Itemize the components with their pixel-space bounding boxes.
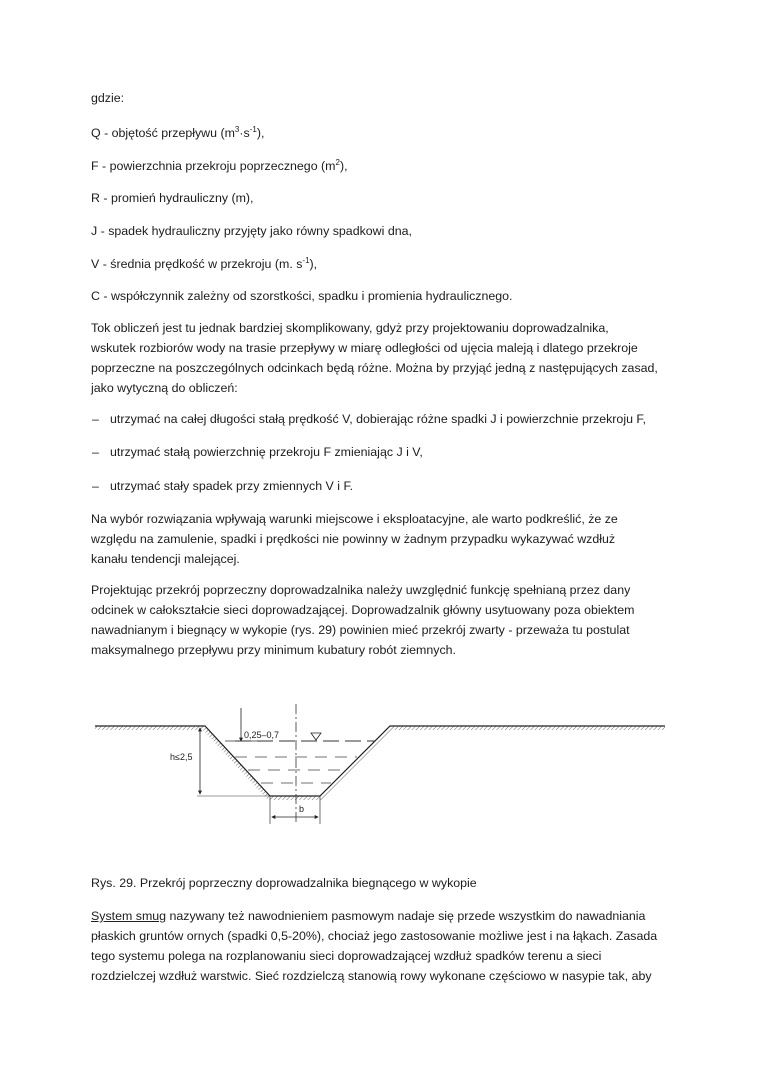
channel-cross-section-figure <box>85 700 675 830</box>
list-bullet: – <box>92 479 99 493</box>
definition-f-end: ), <box>339 159 348 173</box>
paragraph-line: wskutek rozbiorów wody na trasie przepływy w miarę odległości od ujęcia maleją i dlatego przekroje <box>91 341 638 355</box>
paragraph-line: odcinek w całokształcie sieci doprowadzającej. Doprowadzalnik główny usytuowany poza obiektem <box>91 603 635 617</box>
paragraph-design <box>91 580 634 660</box>
figure-caption: Rys. 29. Przekrój poprzeczny doprowadzalnika biegnącego w wykopie <box>91 876 477 890</box>
definition-f-sup-exponent: 2 <box>335 158 340 167</box>
paragraph-line: Tok obliczeń jest tu jednak bardziej skomplikowany, gdyż przy projektowaniu doprowadzalnika, <box>91 321 609 335</box>
definition-c: C - współczynnik zależny od szorstkości, spadku i promienia hydraulicznego. <box>91 289 513 303</box>
paragraph-line: poprzeczne na poszczególnych odcinkach będą różne. Można by przyjąć jedną z następujących zasad, <box>91 361 658 375</box>
definition-q <box>91 123 264 143</box>
paragraph-line: nawadnianym i biegnący w wykopie (rys. 29) powinien mieć przekrój zwarty - przeważa tu postulat <box>91 623 630 637</box>
list-item: utrzymać stałą powierzchnię przekroju F zmieniając J i V, <box>110 445 423 459</box>
term-system-smug: System smug <box>91 909 167 923</box>
paragraph-smug <box>91 906 657 986</box>
paragraph-line: rozdzielczej wzdłuż warstwic. Sieć rozdzielczą stanowią rowy wykonane częściowo w nasypie tak, aby <box>91 969 652 983</box>
paragraph-line: płaskich gruntów ornych (spadki 0,5-20%), chociaż jego zastosowanie możliwe jest i na łąkach. Zasada <box>91 929 658 943</box>
definition-q-middle: ·s <box>239 126 250 140</box>
freeboard-label: 0,25–0,7 <box>244 730 280 740</box>
paragraph-line: względu na zamulenie, spadki i prędkości nie powinny w żadnym przypadku wykazywać wzdłuż <box>91 532 616 546</box>
intro-text: gdzie: <box>91 91 125 105</box>
paragraph-line: maksymalnego przepływu przy minimum kubatury robót ziemnych. <box>91 643 456 657</box>
list-item: utrzymać na całej długości stałą prędkość V, dobierając różne spadki J i powierzchnie przekroju F, <box>110 412 647 426</box>
paragraph-line: kanału tendencji malejącej. <box>91 552 240 566</box>
paragraph-line: tego systemu polega na rozplanowaniu sieci doprowadzającej wzdłuż spadków terenu a sieci <box>91 949 602 963</box>
paragraph-line: jako wytyczną do obliczeń: <box>91 381 238 395</box>
definition-q-sup-exponent: 3 <box>234 125 240 134</box>
water-level-symbol <box>311 733 321 740</box>
definition-f <box>91 156 348 176</box>
paragraph-line: Na wybór rozwiązania wpływają warunki miejscowe i eksploatacyjne, ale warto podkreślić, że ze <box>91 512 618 526</box>
soil-hatching <box>95 726 665 800</box>
bottom-width-label: b <box>299 804 305 814</box>
paragraph-calculation <box>91 318 658 398</box>
paragraph-line <box>91 906 657 926</box>
definition-v-text: V - średnia prędkość w przekroju (m. s <box>91 257 303 271</box>
list-bullet: – <box>92 412 99 426</box>
definition-v-sup-exponent: -1 <box>302 256 310 265</box>
definition-q-text: Q - objętość przepływu (m <box>91 126 235 140</box>
paragraph-line-rest: nazywany też nawodnieniem pasmowym nadaje się przede wszystkim do nawadniania <box>166 909 646 923</box>
definition-j: J - spadek hydrauliczny przyjęty jako równy spadkowi dna, <box>91 224 412 238</box>
list-bullet: – <box>92 445 99 459</box>
paragraph-choice <box>91 509 618 569</box>
list-item: utrzymać stały spadek przy zmiennych V i F. <box>110 479 354 493</box>
definition-q-sup-exponent-2: -1 <box>249 125 257 134</box>
definition-q-end: ), <box>256 126 265 140</box>
definition-r: R - promień hydrauliczny (m), <box>91 191 254 205</box>
definition-v-end: ), <box>309 257 318 271</box>
depth-label: h≤2,5 <box>170 752 193 762</box>
definition-v <box>91 254 317 274</box>
definition-f-text: F - powierzchnia przekroju poprzecznego (m <box>91 159 336 173</box>
paragraph-line: Projektując przekrój poprzeczny doprowadzalnika należy uwzględnić funkcję spełnianą przez dany <box>91 583 631 597</box>
